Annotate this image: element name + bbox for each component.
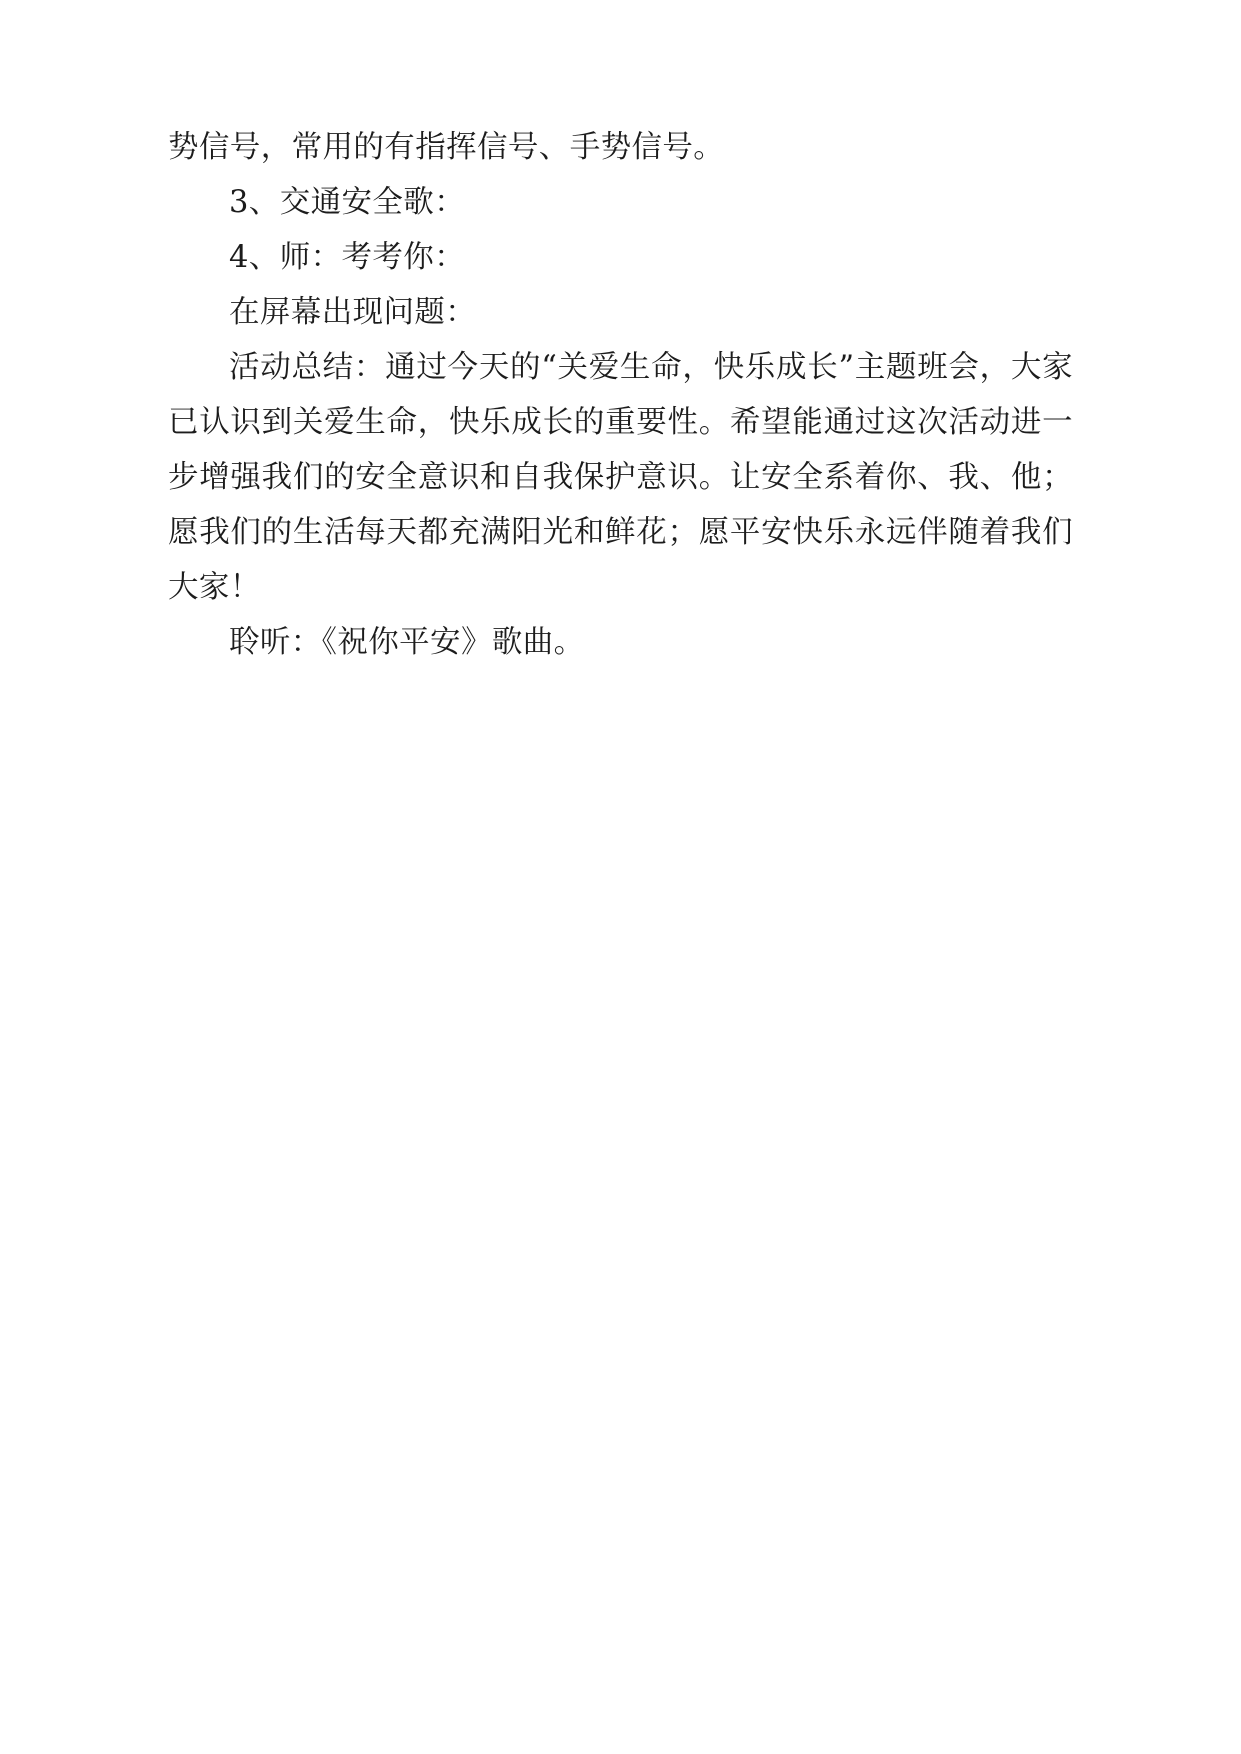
paragraph-continued-line: 势信号，常用的有指挥信号、手势信号。 [168,130,725,165]
paragraph-item-3: 3、交通安全歌： [229,185,466,220]
paragraph-screen-question: 在屏幕出现问题： [229,295,477,330]
paragraph-item-4: 4、师：考考你： [229,240,466,275]
paragraph-activity-summary: 活动总结：通过今天的“关爱生命，快乐成长”主题班会，大家已认识到关爱生命，快乐成长的重要性。希望能通过这次活动进一步增强我们的安全意识和自我保护意识。让安全系着你、我、他；愿我们的生活每天都充满阳光和鲜花；愿平安快乐永远伴随着我们大家！ [168,350,1073,605]
paragraph-listening: 聆听：《祝你平安》歌曲。 [229,625,585,660]
document-body [168,120,1073,670]
